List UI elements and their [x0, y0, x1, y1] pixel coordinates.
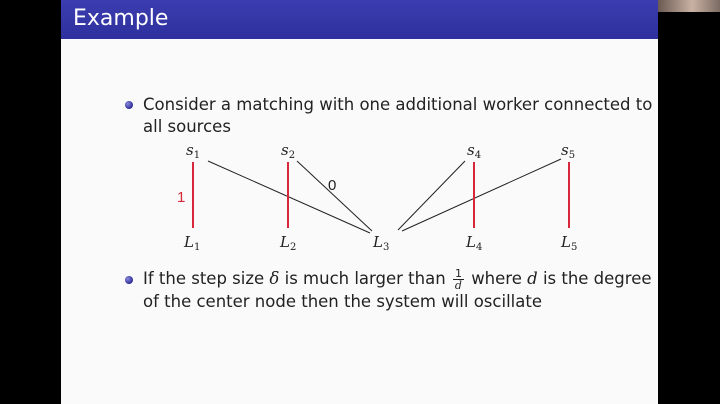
text-fragment: If the step size [143, 269, 265, 288]
edge-label-zero: 0 [328, 177, 337, 194]
delta-symbol: δ [269, 269, 280, 288]
edge-s5-L3 [402, 159, 561, 231]
bullet-text-step-size [143, 268, 652, 313]
source-node-s4: s4 [467, 141, 482, 161]
slide-title: Example [73, 6, 169, 31]
text-fragment: is the degree [542, 269, 652, 288]
source-node-s2: s2 [281, 141, 296, 161]
bullet-line: all sources [143, 117, 231, 136]
fraction-denominator: d [454, 279, 462, 292]
sink-node-L1: L1 [184, 233, 201, 253]
bullet-line: of the center node then the system will oscillate [143, 292, 542, 311]
source-node-s5: s5 [561, 141, 576, 161]
edge-label-matched: 1 [177, 189, 186, 206]
variable-d: d [527, 269, 538, 288]
fraction-numerator: 1 [454, 267, 462, 280]
edge-s2-L3 [297, 161, 372, 231]
source-node-s1: s1 [186, 141, 201, 161]
sink-node-L2: L2 [280, 233, 297, 253]
bullet-icon [125, 276, 133, 284]
edge-s4-L3 [398, 161, 465, 230]
sink-node-L4: L4 [466, 233, 483, 253]
sink-node-L3: L3 [373, 233, 390, 253]
sink-node-L5: L5 [561, 233, 578, 253]
bullet-line [143, 268, 652, 291]
text-fragment: is much larger than [284, 269, 446, 288]
bullet-line: Consider a matching with one additional worker connected to [143, 95, 653, 114]
text-fragment: where [471, 269, 522, 288]
fraction-one-over-d [453, 268, 464, 291]
